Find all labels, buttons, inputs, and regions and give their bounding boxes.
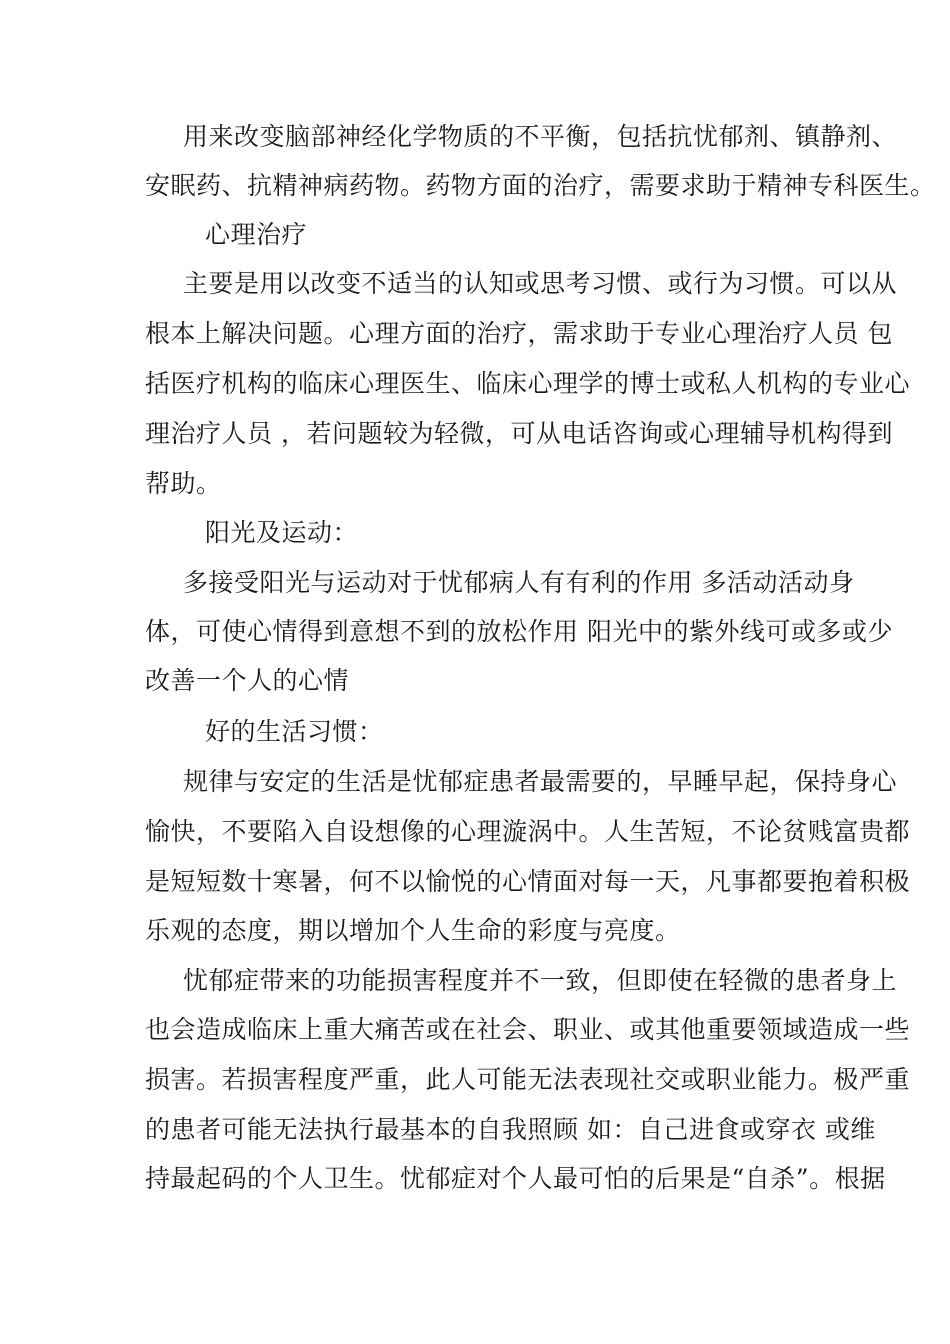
paragraph-line: 帮助。 bbox=[145, 469, 222, 498]
paragraph-line: 也会造成临床上重大痛苦或在社会、职业、或其他重要领域造成一些 bbox=[145, 1015, 911, 1044]
paragraph-line: 愉快，不要陷入自设想像的心理漩涡中。人生苦短，不论贫贱富贵都 bbox=[145, 817, 911, 846]
paragraph-line: 安眠药、抗精神病药物。药物方面的治疗，需要求助于精神专科医生。 bbox=[145, 171, 936, 200]
paragraph-line: 主要是用以改变不适当的认知或思考习惯、或行为习惯。可以从 bbox=[183, 269, 898, 298]
paragraph-line: 损害。若损害程度严重，此人可能无法表现社交或职业能力。极严重 bbox=[145, 1065, 911, 1094]
paragraph-line: 括医疗机构的临床心理医生、临床心理学的博士或私人机构的专业心 bbox=[145, 369, 911, 398]
paragraph-line: 根本上解决问题。心理方面的治疗，需求助于专业心理治疗人员 包 bbox=[145, 319, 893, 348]
paragraph-line: 持最起码的个人卫生。忧郁症对个人最可怕的后果是“自杀”。根据 bbox=[145, 1164, 886, 1193]
section-heading-sunlight-exercise: 阳光及运动： bbox=[205, 518, 359, 547]
paragraph-line: 改善一个人的心情 bbox=[145, 666, 350, 695]
section-heading-psychotherapy: 心理治疗 bbox=[205, 220, 308, 249]
paragraph-line: 乐观的态度，期以增加个人生命的彩度与亮度。 bbox=[145, 916, 681, 945]
paragraph-line: 理治疗人员 ，若问题较为轻微，可从电话咨询或心理辅导机构得到 bbox=[145, 419, 893, 448]
paragraph-line: 忧郁症带来的功能损害程度并不一致，但即使在轻微的患者身上 bbox=[183, 966, 898, 995]
section-heading-good-habits: 好的生活习惯： bbox=[205, 717, 384, 746]
paragraph-line: 多接受阳光与运动对于忧郁病人有有利的作用 多活动活动身 bbox=[183, 568, 855, 597]
paragraph-line: 的患者可能无法执行最基本的自我照顾 如：自己进食或穿衣 或维 bbox=[145, 1115, 876, 1144]
paragraph-line: 是短短数十寒暑，何不以愉悦的心情面对每一天，凡事都要抱着积极 bbox=[145, 867, 911, 896]
paragraph-line: 用来改变脑部神经化学物质的不平衡，包括抗忧郁剂、镇静剂、 bbox=[183, 122, 898, 151]
paragraph-line: 体，可使心情得到意想不到的放松作用 阳光中的紫外线可或多或少 bbox=[145, 617, 893, 646]
paragraph-line: 规律与安定的生活是忧郁症患者最需要的，早睡早起，保持身心 bbox=[183, 767, 898, 796]
